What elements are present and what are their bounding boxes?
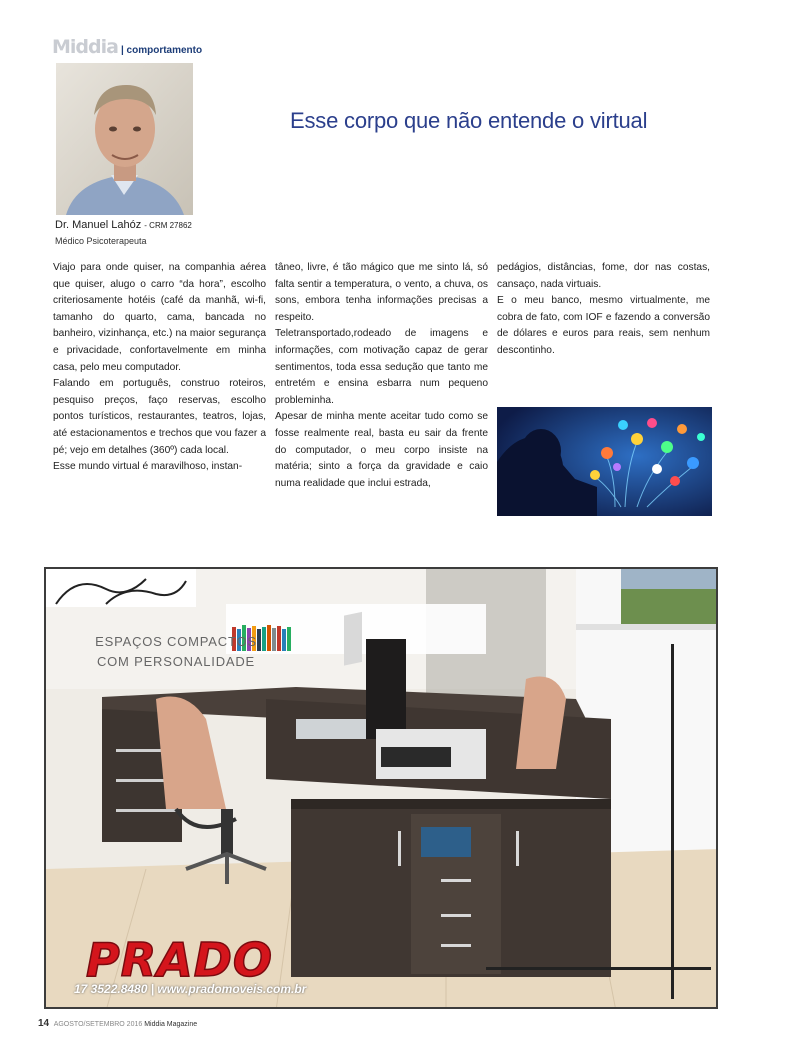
author-name-text: Dr. Manuel Lahóz — [55, 219, 142, 231]
paragraph: Teletransportado,rodeado de imagens e informações, com motivação capaz de gerar sentimentos, toda essa sedução que tanto me entretém e ensina esbarra num pequeno probleminha. — [275, 328, 488, 406]
issue-date: AGOSTO/SETEMBRO 2016 — [53, 1021, 143, 1028]
article-title: Esse corpo que não entende o virtual — [290, 108, 648, 133]
author-role: Médico Psicoterapeuta — [55, 236, 147, 246]
ad-slogan-line-1: ESPAÇOS COMPACTOS — [95, 634, 257, 649]
paragraph: pedágios, distâncias, fome, dor nas costas, cansaço, nada virtuais. — [497, 262, 710, 290]
paragraph: Falando em português, construo roteiros, pesquiso preços, faço reservas, escolho pontos turísticos, restaurantes, teatros, lojas, até estacionamentos e trechos que vou fazer a pé; vejo em detalhes (360º) cada local. — [53, 378, 266, 456]
article-column-1 — [53, 260, 266, 476]
article-column-3 — [497, 260, 710, 360]
magazine-header — [52, 36, 202, 56]
magazine-name: Middia Magazine — [144, 1021, 198, 1028]
author-crm: - CRM 27862 — [144, 221, 192, 230]
page-number: 14 — [38, 1018, 50, 1029]
prado-advertisement[interactable] — [44, 567, 718, 1009]
section-label: | comportamento — [120, 45, 203, 56]
paragraph: Esse mundo virtual é maravilhoso, instan- — [53, 461, 243, 473]
virtual-world-illustration — [497, 407, 712, 516]
ad-slogan-line-2: COM PERSONALIDADE — [96, 654, 256, 669]
prado-logo: PRADO — [86, 933, 274, 987]
author-name — [55, 219, 192, 231]
author-portrait-image — [56, 63, 193, 215]
ad-slogan — [76, 632, 276, 672]
page-footer — [38, 1018, 197, 1029]
paragraph: E o meu banco, mesmo virtualmente, me cobra de fato, com IOF e fazendo a conversão de dólares e euros para reais, sem nenhum descontinho. — [497, 295, 710, 356]
magazine-brand: Middia — [52, 36, 118, 58]
paragraph: tâneo, livre, é tão mágico que me sinto lá, só falta sentir a temperatura, o vento, a chuva, os sons, embora tenha informações precisas a respeito. — [275, 262, 488, 323]
ad-contact-line[interactable]: 17 3522.8480 | www.pradomoveis.com.br — [74, 982, 307, 996]
article-column-2 — [275, 260, 488, 492]
author-photo — [56, 63, 193, 215]
paragraph: Apesar de minha mente aceitar tudo como se fosse realmente real, basta eu sair da frente do computador, o meu corpo insiste na matéria; sinto a força da gravidade e caio numa realidade que inclui estrada, — [275, 411, 488, 489]
network-icons-image — [497, 407, 712, 516]
paragraph: Viajo para onde quiser, na companhia aérea que quiser, alugo o carro “da hora”, escolho criteriosamente hotéis (café da manhã, wi-fi, tamanho do quarto, cama, bancada no banheiro, vizinhança, etc.) na maior segurança e privacidade, confortavelmente em minha casa, pelo meu computador. — [53, 262, 266, 373]
